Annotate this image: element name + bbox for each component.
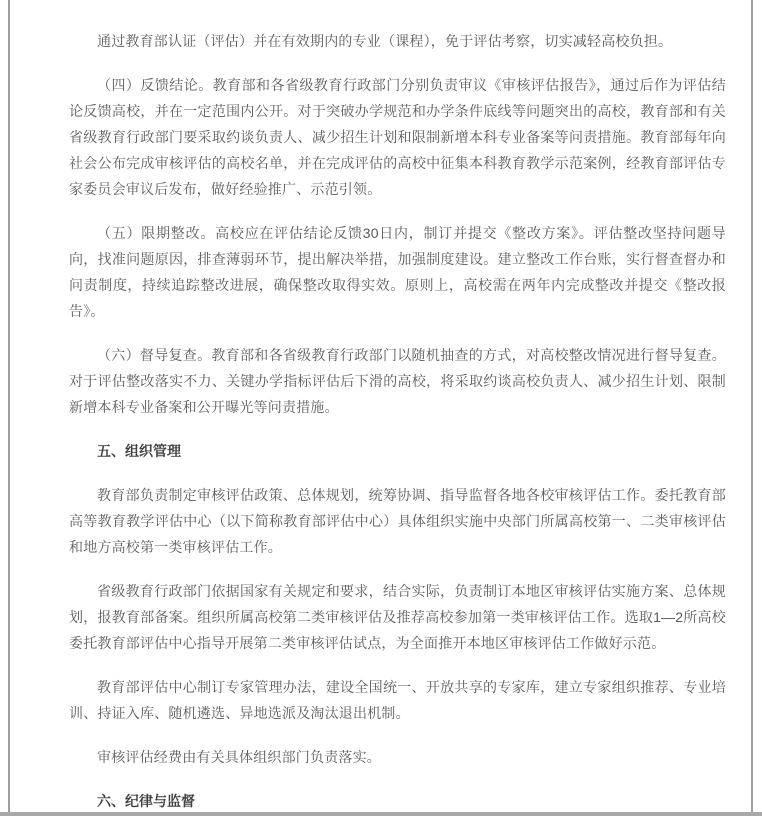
paragraph-funding: 审核评估经费由有关具体组织部门负责落实。 — [97, 749, 381, 765]
paragraph-item5-rectification-deadline: （五）限期整改。高校应在评估结论反馈30日内，制订并提交《整改方案》。评估整改坚持问题导向，找准问题原因，排查薄弱环节，提出解决举措，加强制度建设。建立整改工作台账，实行督查督办和问责制度，持续追踪整改进展，确保整改取得实效。原则上，高校需在两年内完成整改并提交《整改报告》。 — [69, 225, 726, 319]
bottom-divider — [0, 812, 762, 816]
section-heading-6-discipline: 六、纪律与监督 — [97, 793, 195, 809]
paragraph-item6-supervision-review: （六）督导复查。教育部和各省级教育行政部门以随机抽查的方式，对高校整改情况进行督导复查。对于评估整改落实不力、关键办学指标评估后下滑的高校，将采取约谈高校负责人、减少招生计划、限制新增本科专业备案和公开曝光等问责措施。 — [69, 347, 726, 415]
paragraph-moe-responsibilities: 教育部负责制定审核评估政策、总体规划，统筹协调、指导监督各地各校审核评估工作。委托教育部高等教育教学评估中心（以下简称教育部评估中心）具体组织实施中央部门所属高校第一、二类审核评估和地方高校第一类审核评估工作。 — [69, 487, 726, 555]
paragraph-expert-management: 教育部评估中心制订专家管理办法，建设全国统一、开放共享的专家库，建立专家组织推荐、专业培训、持证入库、随机遴选、异地选派及淘汰退出机制。 — [69, 679, 726, 721]
paragraph-certification-exemption: 通过教育部认证（评估）并在有效期内的专业（课程），免于评估考察，切实减轻高校负担。 — [97, 33, 673, 49]
section-heading-5-organization: 五、组织管理 — [97, 443, 181, 459]
paragraph-item4-feedback-conclusion: （四）反馈结论。教育部和各省级教育行政部门分别负责审议《审核评估报告》，通过后作为评估结论反馈高校，并在一定范围内公开。对于突破办学规范和办学条件底线等问题突出的高校，教育部和有关省级教育行政部门要采取约谈负责人、减少招生计划和限制新增本科专业备案等问责措施。教育部每年向社会公布完成审核评估的高校名单，并在完成评估的高校中征集本科教育教学示范案例，经教育部评估专家委员会审议后发布，做好经验推广、示范引领。 — [69, 77, 726, 197]
paragraph-provincial-responsibilities: 省级教育行政部门依据国家有关规定和要求，结合实际，负责制订本地区审核评估实施方案、总体规划，报教育部备案。组织所属高校第二类审核评估及推荐高校参加第一类审核评估工作。选取1—2所高校委托教育部评估中心指导开展第二类审核评估试点，为全面推开本地区审核评估工作做好示范。 — [69, 583, 726, 651]
document-page — [8, 0, 753, 812]
